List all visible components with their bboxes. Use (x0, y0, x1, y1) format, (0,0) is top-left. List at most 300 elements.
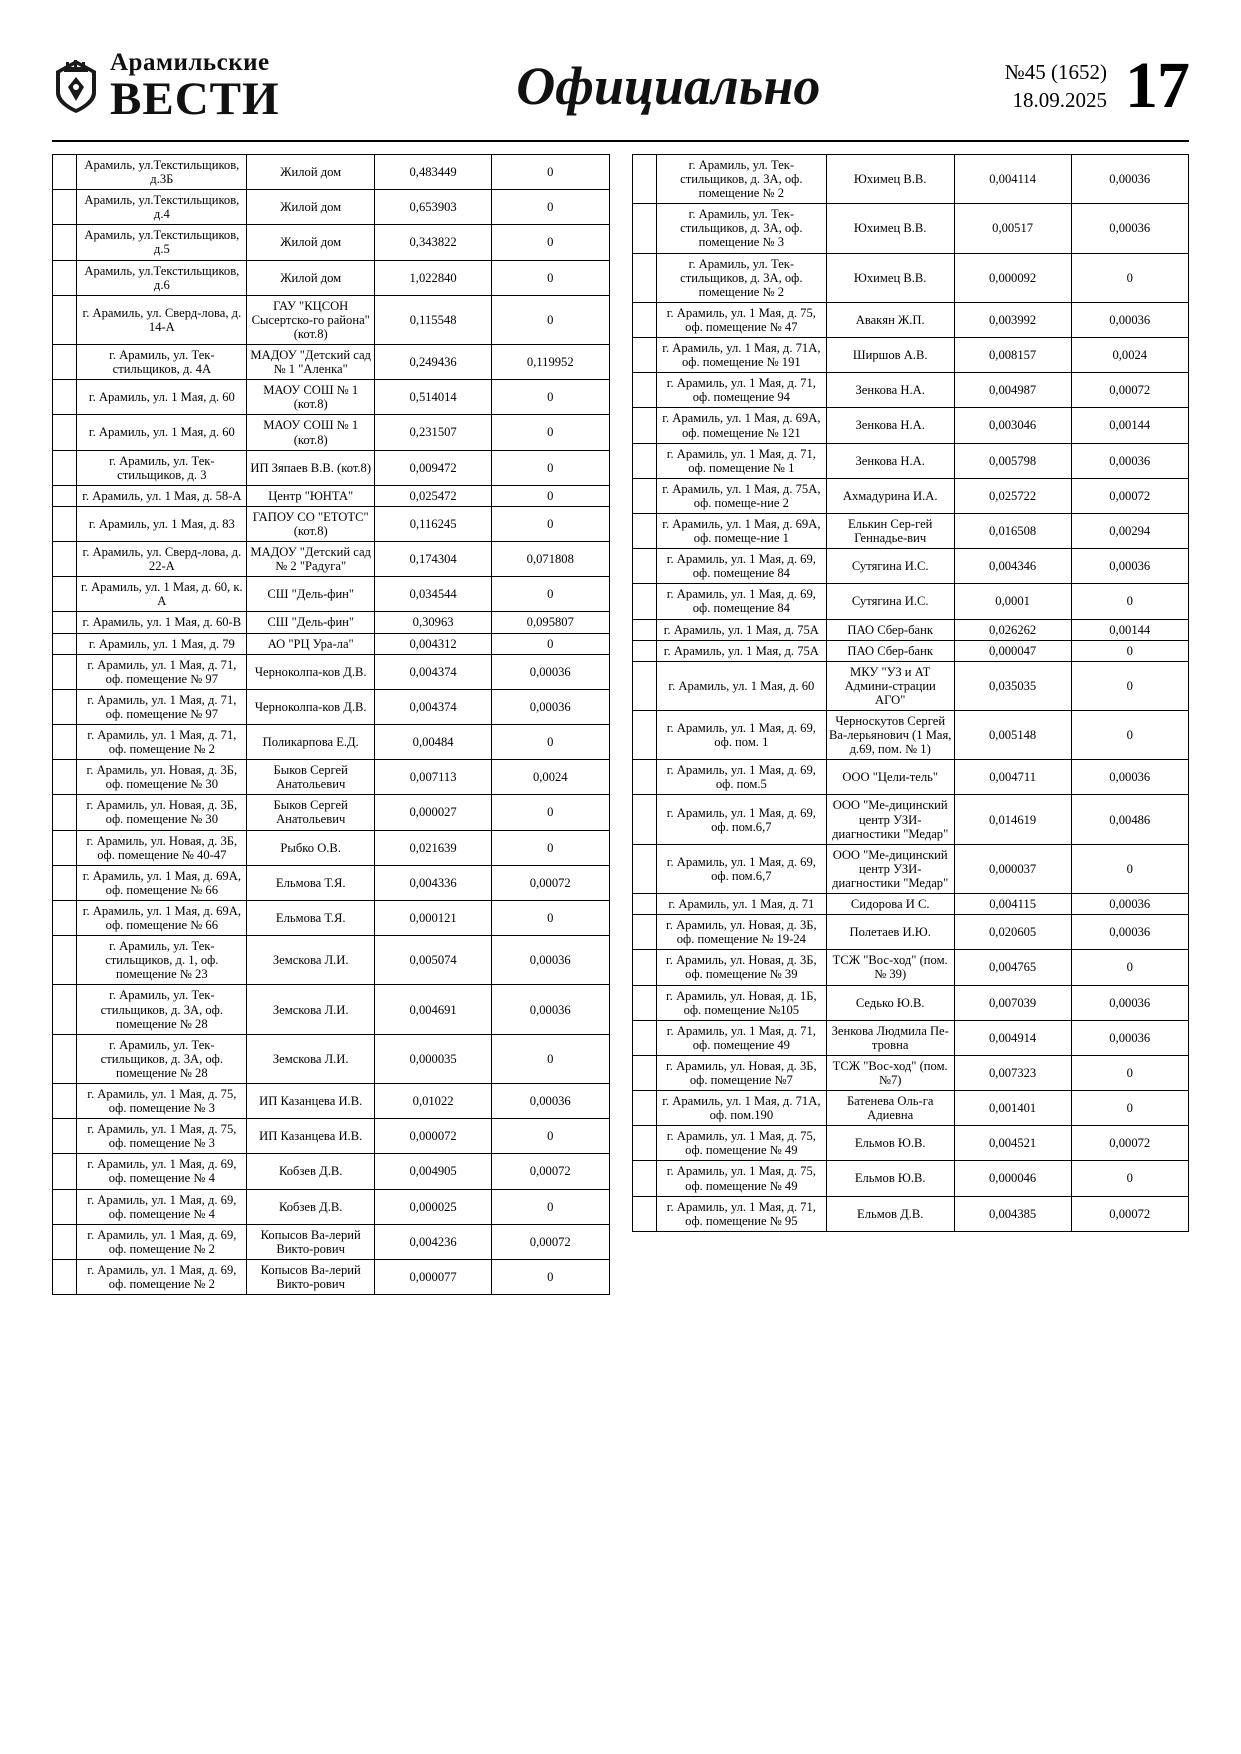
row-marker (53, 295, 77, 344)
cell-v2: 0,00036 (1071, 894, 1188, 915)
cell-v2: 0,095807 (492, 612, 609, 633)
table-row (53, 633, 610, 654)
row-marker (53, 450, 77, 485)
cell-v2: 0 (492, 450, 609, 485)
table-row (632, 338, 1189, 373)
cell-v2: 0 (492, 485, 609, 506)
cell-owner: ТСЖ "Вос-ход" (пом.№7) (826, 1055, 954, 1090)
cell-addr: г. Арамиль, ул. 1 Мая, д. 71, оф. помещение № 2 (77, 725, 247, 760)
cell-v1: 0,004914 (954, 1020, 1071, 1055)
cell-owner: Сутягина И.С. (826, 584, 954, 619)
cell-v1: 0,004987 (954, 373, 1071, 408)
cell-v2: 0,00072 (492, 1154, 609, 1189)
cell-owner: Земскова Л.И. (247, 985, 375, 1034)
row-marker (632, 513, 656, 548)
row-marker (632, 1020, 656, 1055)
cell-owner: МКУ "УЗ и АТ Админи-страции АГО" (826, 661, 954, 710)
cell-v1: 0,514014 (375, 380, 492, 415)
table-row (632, 619, 1189, 640)
cell-v2: 0 (492, 830, 609, 865)
table-row (53, 415, 610, 450)
cell-addr: г. Арамиль, ул. Новая, д. 3Б, оф. помещение № 30 (77, 795, 247, 830)
cell-v2: 0,00072 (492, 865, 609, 900)
cell-addr: г. Арамиль, ул. 1 Мая, д. 71 (656, 894, 826, 915)
cell-addr: г. Арамиль, ул. Тек-стильщиков, д. 3А, оф. помещение № 3 (656, 204, 826, 253)
row-marker (632, 1055, 656, 1090)
table-row (53, 1259, 610, 1294)
cell-v2: 0 (492, 795, 609, 830)
table-row (632, 795, 1189, 844)
cell-v2: 0,00036 (1071, 443, 1188, 478)
cell-v1: 0,025722 (954, 478, 1071, 513)
cell-v1: 0,014619 (954, 795, 1071, 844)
cell-v1: 0,249436 (375, 345, 492, 380)
row-marker (632, 760, 656, 795)
cell-addr: г. Арамиль, ул. Тек-стильщиков, д. 3 (77, 450, 247, 485)
table-row (53, 985, 610, 1034)
table-row (632, 1055, 1189, 1090)
cell-addr: г. Арамиль, ул. Новая, д. 1Б, оф. помещение №105 (656, 985, 826, 1020)
cell-addr: г. Арамиль, ул. 1 Мая, д. 69А, оф. помещение № 66 (77, 900, 247, 935)
cell-v2: 0,00036 (492, 985, 609, 1034)
table-row (53, 830, 610, 865)
cell-v2: 0,0024 (492, 760, 609, 795)
table-row (632, 1126, 1189, 1161)
row-marker (53, 795, 77, 830)
cell-owner: Сидорова И С. (826, 894, 954, 915)
cell-v1: 0,004115 (954, 894, 1071, 915)
table-row (632, 1091, 1189, 1126)
cell-v1: 0,116245 (375, 506, 492, 541)
cell-v1: 0,004765 (954, 950, 1071, 985)
cell-owner: Ельмова Т.Я. (247, 865, 375, 900)
table-row (53, 380, 610, 415)
cell-owner: Зенкова Н.А. (826, 408, 954, 443)
cell-addr: г. Арамиль, ул. 1 Мая, д. 75А, оф. помеще-ние 2 (656, 478, 826, 513)
table-row (53, 506, 610, 541)
cell-owner: ТСЖ "Вос-ход" (пом. № 39) (826, 950, 954, 985)
cell-v2: 0 (1071, 1161, 1188, 1196)
cell-owner: Черноскутов Сергей Ва-лерьянович (1 Мая, д.69, пом. № 1) (826, 711, 954, 760)
row-marker (632, 1161, 656, 1196)
row-marker (53, 225, 77, 260)
cell-addr: г. Арамиль, ул. 1 Мая, д. 69, оф. пом. 1 (656, 711, 826, 760)
right-column (632, 154, 1190, 1232)
cell-v2: 0 (492, 260, 609, 295)
table-row (53, 485, 610, 506)
cell-owner: Земскова Л.И. (247, 1034, 375, 1083)
cell-v2: 0,00144 (1071, 619, 1188, 640)
cell-owner: Рыбко О.В. (247, 830, 375, 865)
cell-owner: Жилой дом (247, 155, 375, 190)
cell-v1: 0,000025 (375, 1189, 492, 1224)
masthead (52, 40, 1189, 132)
row-marker (53, 155, 77, 190)
table-row (53, 689, 610, 724)
cell-v2: 0,00036 (1071, 204, 1188, 253)
cell-v1: 0,30963 (375, 612, 492, 633)
table-row (53, 542, 610, 577)
cell-addr: г. Арамиль, ул. 1 Мая, д. 69, оф. пом.6,7 (656, 795, 826, 844)
cell-v2: 0 (492, 1119, 609, 1154)
cell-v2: 0,0024 (1071, 338, 1188, 373)
cell-v2: 0,00072 (1071, 373, 1188, 408)
table-row (53, 260, 610, 295)
cell-v1: 0,483449 (375, 155, 492, 190)
cell-v1: 0,000037 (954, 844, 1071, 893)
cell-v2: 0 (492, 900, 609, 935)
cell-v2: 0,00072 (1071, 478, 1188, 513)
cell-v1: 0,035035 (954, 661, 1071, 710)
row-marker (632, 408, 656, 443)
cell-v1: 0,01022 (375, 1083, 492, 1118)
cell-addr: г. Арамиль, ул. 1 Мая, д. 75, оф. помещение № 49 (656, 1126, 826, 1161)
row-marker (632, 640, 656, 661)
row-marker (53, 633, 77, 654)
cell-v1: 0,000077 (375, 1259, 492, 1294)
cell-owner: Черноколпа-ков Д.В. (247, 689, 375, 724)
cell-v2: 0,00036 (1071, 549, 1188, 584)
row-marker (53, 260, 77, 295)
cell-v1: 0,004374 (375, 654, 492, 689)
cell-addr: г. Арамиль, ул. Тек-стильщиков, д. 3А, оф. помещение № 28 (77, 985, 247, 1034)
issue-date: 18.09.2025 (1012, 88, 1107, 112)
table-row (632, 204, 1189, 253)
row-marker (632, 1126, 656, 1161)
cell-addr: г. Арамиль, ул. 1 Мая, д. 71, оф. помещение № 1 (656, 443, 826, 478)
cell-v1: 0,021639 (375, 830, 492, 865)
cell-addr: г. Арамиль, ул. 1 Мая, д. 79 (77, 633, 247, 654)
table-row (632, 549, 1189, 584)
header-divider (52, 140, 1189, 142)
cell-v2: 0 (1071, 711, 1188, 760)
cell-owner: ИП Казанцева И.В. (247, 1083, 375, 1118)
row-marker (632, 915, 656, 950)
table-row (53, 1034, 610, 1083)
cell-v2: 0 (1071, 950, 1188, 985)
cell-v1: 0,000092 (954, 253, 1071, 302)
cell-v1: 0,001401 (954, 1091, 1071, 1126)
cell-addr: г. Арамиль, ул. 1 Мая, д. 69, оф. пом.5 (656, 760, 826, 795)
cell-addr: г. Арамиль, ул. 1 Мая, д. 60, к. А (77, 577, 247, 612)
cell-addr: г. Арамиль, ул. 1 Мая, д. 75А (656, 640, 826, 661)
table-row (53, 1119, 610, 1154)
cell-addr: г. Арамиль, ул. 1 Мая, д. 69, оф. помещение № 4 (77, 1154, 247, 1189)
row-marker (632, 549, 656, 584)
cell-v1: 0,004711 (954, 760, 1071, 795)
row-marker (53, 865, 77, 900)
cell-owner: МАОУ СОШ № 1 (кот.8) (247, 415, 375, 450)
table-row (53, 654, 610, 689)
cell-v1: 0,004374 (375, 689, 492, 724)
cell-owner: Авакян Ж.П. (826, 302, 954, 337)
section-title: Официально (516, 56, 821, 116)
cell-v2: 0 (492, 1034, 609, 1083)
cell-v2: 0,00036 (492, 936, 609, 985)
row-marker (632, 985, 656, 1020)
row-marker (53, 830, 77, 865)
cell-v2: 0 (492, 1189, 609, 1224)
row-marker (632, 373, 656, 408)
cell-owner: Копысов Ва-лерий Викто-рович (247, 1224, 375, 1259)
cell-addr: г. Арамиль, ул. 1 Мая, д. 71, оф. помещение № 97 (77, 689, 247, 724)
cell-owner: Быков Сергей Анатольевич (247, 760, 375, 795)
cell-owner: Полетаев И.Ю. (826, 915, 954, 950)
cell-owner: Юхимец В.В. (826, 155, 954, 204)
table-row (632, 478, 1189, 513)
cell-v2: 0,00036 (492, 654, 609, 689)
cell-owner: АО "РЦ Ура-ла" (247, 633, 375, 654)
cell-owner: Жилой дом (247, 260, 375, 295)
cell-owner: СШ "Дель-фин" (247, 577, 375, 612)
cell-v2: 0 (492, 380, 609, 415)
issue-number: №45 (1652) (1004, 59, 1107, 84)
cell-owner: ПАО Сбер-банк (826, 640, 954, 661)
table-row (53, 725, 610, 760)
cell-owner: МАОУ СОШ № 1 (кот.8) (247, 380, 375, 415)
registry-table-right (632, 154, 1190, 1232)
cell-owner: СШ "Дель-фин" (247, 612, 375, 633)
row-marker (53, 577, 77, 612)
cell-v1: 0,003046 (954, 408, 1071, 443)
cell-owner: ООО "Ме-дицинский центр УЗИ-диагностики "Медар" (826, 844, 954, 893)
cell-addr: г. Арамиль, ул. Сверд-лова, д. 22-А (77, 542, 247, 577)
cell-addr: г. Арамиль, ул. 1 Мая, д. 83 (77, 506, 247, 541)
cell-v2: 0 (492, 155, 609, 190)
row-marker (632, 253, 656, 302)
cell-addr: г. Арамиль, ул. 1 Мая, д. 71А, оф. пом.190 (656, 1091, 826, 1126)
cell-addr: г. Арамиль, ул. Тек-стильщиков, д. 4А (77, 345, 247, 380)
cell-addr: г. Арамиль, ул. Тек-стильщиков, д. 1, оф. помещение № 23 (77, 936, 247, 985)
cell-owner: Кобзев Д.В. (247, 1154, 375, 1189)
cell-addr: Арамиль, ул.Текстильщиков, д.3Б (77, 155, 247, 190)
cell-owner: Зенкова Н.А. (826, 443, 954, 478)
cell-v2: 0 (492, 190, 609, 225)
row-marker (53, 1189, 77, 1224)
row-marker (53, 1259, 77, 1294)
cell-v1: 0,000035 (375, 1034, 492, 1083)
table-row (53, 345, 610, 380)
cell-v2: 0 (492, 295, 609, 344)
cell-addr: г. Арамиль, ул. 1 Мая, д. 75А (656, 619, 826, 640)
cell-owner: Зенкова Людмила Пе-тровна (826, 1020, 954, 1055)
cell-v2: 0 (1071, 584, 1188, 619)
row-marker (53, 542, 77, 577)
cell-addr: г. Арамиль, ул. 1 Мая, д. 69А, оф. помещение № 66 (77, 865, 247, 900)
row-marker (53, 936, 77, 985)
row-marker (632, 619, 656, 640)
row-marker (53, 190, 77, 225)
cell-v2: 0 (1071, 1091, 1188, 1126)
cell-addr: г. Арамиль, ул. Новая, д. 3Б, оф. помещение № 39 (656, 950, 826, 985)
cell-v1: 0,034544 (375, 577, 492, 612)
row-marker (632, 1091, 656, 1126)
cell-owner: Юхимец В.В. (826, 253, 954, 302)
cell-owner: Седько Ю.В. (826, 985, 954, 1020)
cell-addr: г. Арамиль, ул. 1 Мая, д. 60-В (77, 612, 247, 633)
cell-v2: 0 (492, 506, 609, 541)
cell-owner: ООО "Ме-дицинский центр УЗИ-диагностики "Медар" (826, 795, 954, 844)
table-row (53, 1154, 610, 1189)
cell-owner: ПАО Сбер-банк (826, 619, 954, 640)
cell-v1: 0,000047 (954, 640, 1071, 661)
table-row (632, 760, 1189, 795)
coat-of-arms-icon (52, 57, 100, 115)
table-row (53, 577, 610, 612)
cell-addr: г. Арамиль, ул. 1 Мая, д. 69А, оф. помещение № 121 (656, 408, 826, 443)
cell-owner: Ахмадурина И.А. (826, 478, 954, 513)
table-row (632, 584, 1189, 619)
cell-owner: Копысов Ва-лерий Викто-рович (247, 1259, 375, 1294)
row-marker (632, 204, 656, 253)
table-row (632, 1196, 1189, 1231)
cell-owner: Ельмов Д.В. (826, 1196, 954, 1231)
paper-name-bottom: ВЕСТИ (110, 72, 280, 125)
cell-v1: 1,022840 (375, 260, 492, 295)
cell-v2: 0 (492, 1259, 609, 1294)
table-row (632, 443, 1189, 478)
table-row (53, 190, 610, 225)
cell-v2: 0,00144 (1071, 408, 1188, 443)
row-marker (632, 302, 656, 337)
table-row (53, 1224, 610, 1259)
cell-owner: МАДОУ "Детский сад № 1 "Аленка" (247, 345, 375, 380)
cell-v2: 0 (1071, 640, 1188, 661)
cell-owner: Зенкова Н.А. (826, 373, 954, 408)
cell-v1: 0,004336 (375, 865, 492, 900)
cell-addr: г. Арамиль, ул. 1 Мая, д. 75, оф. помещение № 3 (77, 1119, 247, 1154)
row-marker (632, 584, 656, 619)
cell-owner: Земскова Л.И. (247, 936, 375, 985)
cell-v1: 0,000121 (375, 900, 492, 935)
cell-v1: 0,005798 (954, 443, 1071, 478)
cell-v2: 0 (492, 725, 609, 760)
content-columns (52, 154, 1189, 1295)
cell-v2: 0,00036 (1071, 155, 1188, 204)
paper-name-top: Арамильские (110, 48, 270, 76)
cell-addr: г. Арамиль, ул. Новая, д. 3Б, оф. помещение № 19-24 (656, 915, 826, 950)
table-row (632, 373, 1189, 408)
cell-addr: Арамиль, ул.Текстильщиков, д.5 (77, 225, 247, 260)
row-marker (53, 1154, 77, 1189)
cell-owner: ИП Казанцева И.В. (247, 1119, 375, 1154)
cell-v2: 0 (492, 633, 609, 654)
table-row (632, 844, 1189, 893)
cell-owner: Черноколпа-ков Д.В. (247, 654, 375, 689)
cell-v2: 0,00036 (1071, 760, 1188, 795)
issue-info (1005, 58, 1125, 115)
cell-v2: 0 (492, 415, 609, 450)
cell-v1: 0,174304 (375, 542, 492, 577)
cell-v1: 0,004114 (954, 155, 1071, 204)
row-marker (53, 689, 77, 724)
cell-v1: 0,007039 (954, 985, 1071, 1020)
cell-owner: Кобзев Д.В. (247, 1189, 375, 1224)
table-row (53, 225, 610, 260)
cell-v1: 0,005148 (954, 711, 1071, 760)
cell-owner: Быков Сергей Анатольевич (247, 795, 375, 830)
row-marker (53, 654, 77, 689)
cell-addr: г. Арамиль, ул. 1 Мая, д. 69, оф. помещение № 2 (77, 1224, 247, 1259)
table-row (632, 408, 1189, 443)
row-marker (632, 661, 656, 710)
cell-v2: 0,00072 (1071, 1126, 1188, 1161)
cell-addr: г. Арамиль, ул. 1 Мая, д. 75, оф. помещение № 49 (656, 1161, 826, 1196)
cell-v1: 0,0001 (954, 584, 1071, 619)
cell-v1: 0,020605 (954, 915, 1071, 950)
cell-v2: 0 (1071, 844, 1188, 893)
cell-owner: Елькин Сер-гей Геннадье-вич (826, 513, 954, 548)
cell-owner: ООО "Цели-тель" (826, 760, 954, 795)
cell-v2: 0,00036 (1071, 915, 1188, 950)
paper-logo (52, 50, 312, 123)
cell-v1: 0,025472 (375, 485, 492, 506)
cell-owner: Сутягина И.С. (826, 549, 954, 584)
cell-addr: г. Арамиль, ул. 1 Мая, д. 69, оф. помещение 84 (656, 584, 826, 619)
row-marker (53, 485, 77, 506)
cell-v1: 0,005074 (375, 936, 492, 985)
cell-v1: 0,004521 (954, 1126, 1071, 1161)
cell-v1: 0,007323 (954, 1055, 1071, 1090)
table-row (632, 513, 1189, 548)
cell-addr: г. Арамиль, ул. 1 Мая, д. 69, оф. помещение 84 (656, 549, 826, 584)
cell-addr: г. Арамиль, ул. 1 Мая, д. 69, оф. помещение № 2 (77, 1259, 247, 1294)
cell-v2: 0,071808 (492, 542, 609, 577)
cell-owner: Ширшов А.В. (826, 338, 954, 373)
cell-v1: 0,00517 (954, 204, 1071, 253)
table-row (632, 302, 1189, 337)
table-row (632, 985, 1189, 1020)
cell-addr: г. Арамиль, ул. Сверд-лова, д. 14-А (77, 295, 247, 344)
cell-addr: Арамиль, ул.Текстильщиков, д.4 (77, 190, 247, 225)
cell-v1: 0,009472 (375, 450, 492, 485)
cell-owner: МАДОУ "Детский сад № 2 "Радуга" (247, 542, 375, 577)
cell-v1: 0,115548 (375, 295, 492, 344)
table-row (53, 155, 610, 190)
table-row (632, 915, 1189, 950)
cell-owner: Ельмов Ю.В. (826, 1126, 954, 1161)
row-marker (632, 478, 656, 513)
cell-v2: 0,00072 (492, 1224, 609, 1259)
cell-v2: 0,00294 (1071, 513, 1188, 548)
cell-addr: г. Арамиль, ул. Тек-стильщиков, д. 3А, оф. помещение № 2 (656, 253, 826, 302)
row-marker (632, 443, 656, 478)
cell-addr: г. Арамиль, ул. 1 Мая, д. 58-А (77, 485, 247, 506)
cell-owner: Поликарпова Е.Д. (247, 725, 375, 760)
row-marker (53, 725, 77, 760)
table-row (53, 795, 610, 830)
cell-v1: 0,004346 (954, 549, 1071, 584)
row-marker (632, 155, 656, 204)
table-row (53, 900, 610, 935)
table-row (632, 155, 1189, 204)
registry-table-left (52, 154, 610, 1295)
cell-addr: г. Арамиль, ул. Новая, д. 3Б, оф. помещение №7 (656, 1055, 826, 1090)
cell-addr: г. Арамиль, ул. 1 Мая, д. 71, оф. помещение 94 (656, 373, 826, 408)
page-number: 17 (1125, 49, 1189, 122)
cell-owner: Ельмова Т.Я. (247, 900, 375, 935)
row-marker (53, 900, 77, 935)
cell-owner: Центр "ЮНТА" (247, 485, 375, 506)
cell-owner: ГАПОУ СО "ЕТОТС" (кот.8) (247, 506, 375, 541)
cell-owner: Жилой дом (247, 225, 375, 260)
row-marker (53, 985, 77, 1034)
cell-v1: 0,004385 (954, 1196, 1071, 1231)
cell-v1: 0,004236 (375, 1224, 492, 1259)
cell-v1: 0,008157 (954, 338, 1071, 373)
row-marker (53, 345, 77, 380)
cell-addr: г. Арамиль, ул. 1 Мая, д. 60 (656, 661, 826, 710)
